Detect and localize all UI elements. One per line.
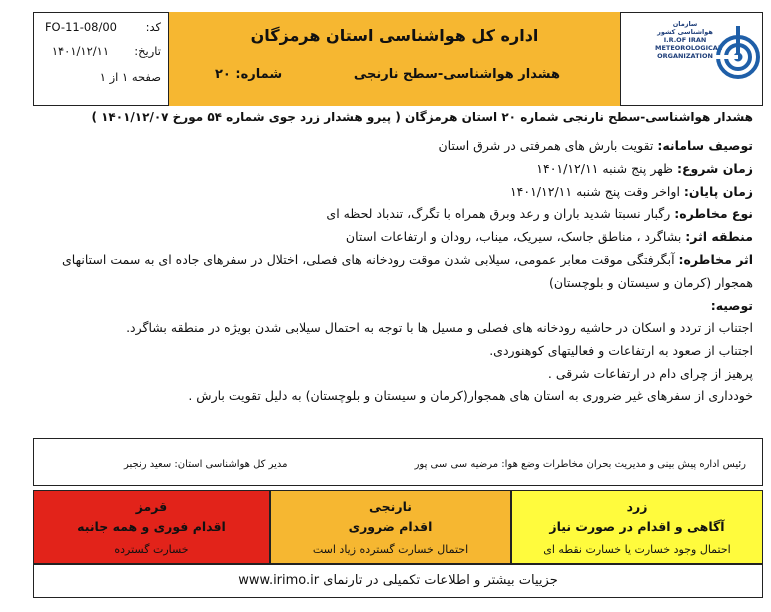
start-text: ظهر پنج شنبه ۱۴۰۱/۱۲/۱۱ bbox=[536, 161, 677, 176]
area-text: بشاگرد ، مناطق جاسک، سیریک، میناب، رودان و ارتفاعات استان bbox=[345, 229, 686, 244]
impact-text: آبگرفتگی موقت معابر عمومی، سیلابی شدن موقت رودخانه های فصلی، اختلال در سفرهای جاده ای به سمت استانهای bbox=[61, 252, 679, 267]
document-meta bbox=[33, 12, 169, 106]
level-action: اقدام فوری و همه جانبه bbox=[77, 519, 226, 534]
area-row bbox=[33, 229, 753, 244]
description-text: تقویت بارش های همرفتی در شرق استان bbox=[438, 138, 658, 153]
level-action: آگاهی و اقدام در صورت نیاز bbox=[549, 519, 725, 534]
level-description: خسارت گسترده bbox=[114, 543, 189, 556]
signature-box bbox=[33, 438, 763, 486]
description-row bbox=[33, 138, 753, 153]
level-yellow bbox=[511, 490, 763, 564]
logo-caption bbox=[655, 20, 722, 60]
start-label: زمان شروع: bbox=[676, 161, 753, 176]
logo-line: ORGANIZATION bbox=[657, 52, 713, 60]
level-description: احتمال خسارت گسترده زیاد است bbox=[312, 543, 469, 556]
level-name: قرمز bbox=[135, 499, 168, 514]
hazard-text: رگبار نسبتا شدید باران و رعد وبرق همراه با تگرگ، تندباد لحظه ای bbox=[326, 206, 675, 221]
impact-continuation: همجوار (کرمان و سیستان و بلوچستان) bbox=[549, 275, 753, 290]
director-signature: مدیر کل هواشناسی استان: سعید رنجبر bbox=[124, 459, 288, 470]
forecast-head-signature: رئیس اداره پیش بینی و مدیریت بحران مخاطرات وضع هوا: مرضیه سی سی پور bbox=[414, 459, 746, 470]
irimo-logo-icon bbox=[715, 24, 761, 84]
level-action: اقدام ضروری bbox=[348, 519, 433, 534]
code-label: کد: bbox=[145, 20, 161, 34]
warning-subtitle: هشدار هواشناسی-سطح نارنجی bbox=[353, 67, 560, 82]
level-description: احتمال وجود خسارت یا خسارت نقطه ای bbox=[543, 543, 731, 556]
description-label: توصیف سامانه: bbox=[657, 138, 753, 153]
impact-row bbox=[33, 252, 753, 267]
impact-label: اثر مخاطره: bbox=[678, 252, 753, 267]
end-row bbox=[33, 184, 753, 199]
advice-label: توصیه: bbox=[710, 298, 753, 313]
advice-item: اجتناب از صعود به ارتفاعات و فعالیتهای کوهنوردی. bbox=[489, 343, 753, 358]
end-text: اواخر وقت پنج شنبه ۱۴۰۱/۱۲/۱۱ bbox=[509, 184, 684, 199]
date-label: تاریخ: bbox=[134, 44, 161, 58]
date-row bbox=[33, 44, 169, 64]
logo-line: METEOROLOGICAL bbox=[655, 44, 722, 52]
page-row bbox=[33, 70, 169, 90]
org-title: اداره کل هواشناسی استان هرمزگان bbox=[250, 26, 539, 45]
hazard-row bbox=[33, 206, 753, 221]
advice-item: اجتناب از تردد و اسکان در حاشیه رودخانه های فصلی و مسیل ها با توجه به احتمال سیلابی شدن بویژه در منطقه بشاگرد. bbox=[126, 320, 753, 335]
warning-number: شماره: ۲۰ bbox=[215, 67, 283, 82]
code-value: FO-11-08/00 bbox=[44, 20, 117, 34]
logo-cell bbox=[621, 12, 763, 106]
footer-text: جزییات بیشتر و اطلاعات تکمیلی در تارنمای bbox=[323, 573, 558, 588]
page-label: صفحه ۱ از ۱ bbox=[99, 70, 161, 84]
logo-line: سازمان هواشناسی کشور bbox=[657, 20, 713, 36]
warning-headline: هشدار هواشناسی-سطح نارنجی شماره ۲۰ استان هرمزگان ( پیرو هشدار زرد جوی شماره ۵۴ مورخ ۱۴۰۱/۱۲/۰۷ ) bbox=[91, 110, 753, 124]
level-red bbox=[33, 490, 270, 564]
level-name: نارنجی bbox=[369, 499, 412, 514]
advice-item: خودداری از سفرهای غیر ضروری به استان های همجوار(کرمان و سیستان و بلوچستان) به دلیل تقویت بارش . bbox=[188, 388, 753, 403]
title-cell bbox=[169, 12, 621, 106]
footer bbox=[33, 564, 763, 598]
level-orange bbox=[270, 490, 511, 564]
date-value: ۱۴۰۱/۱۲/۱۱ bbox=[51, 44, 109, 58]
level-name: زرد bbox=[626, 499, 648, 514]
logo-line: I.R.OF IRAN bbox=[663, 36, 707, 44]
advice-item: پرهیز از چرای دام در ارتفاعات شرقی . bbox=[547, 366, 753, 381]
start-row bbox=[33, 161, 753, 176]
code-row bbox=[33, 20, 169, 40]
hazard-label: نوع مخاطره: bbox=[674, 206, 753, 221]
website-link[interactable]: www.irimo.ir bbox=[238, 573, 320, 588]
end-label: زمان پایان: bbox=[683, 184, 753, 199]
area-label: منطقه اثر: bbox=[685, 229, 753, 244]
